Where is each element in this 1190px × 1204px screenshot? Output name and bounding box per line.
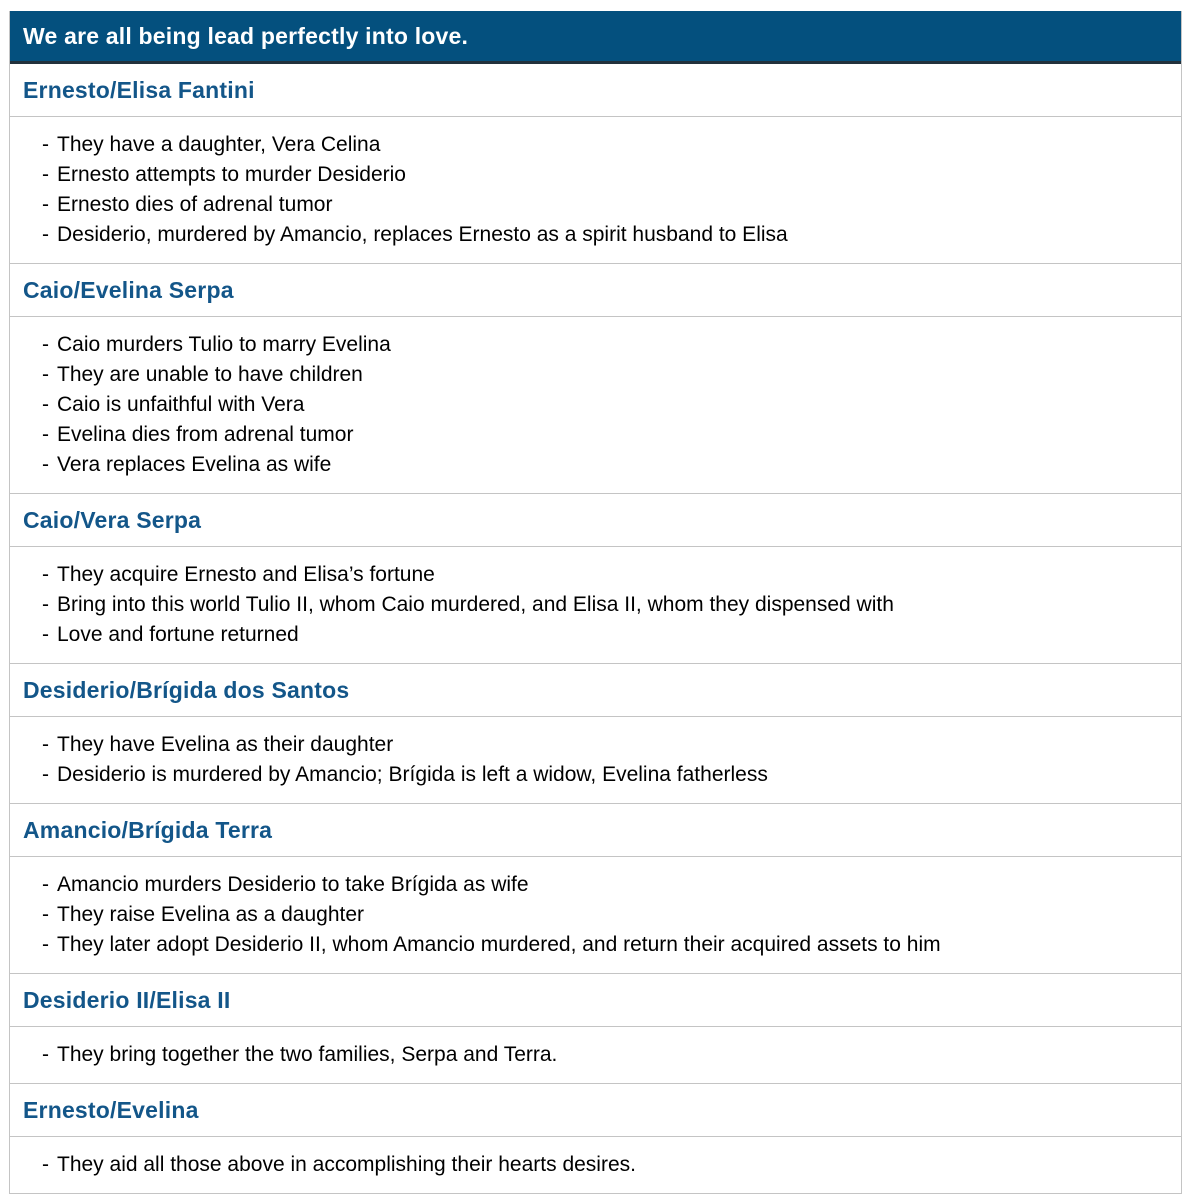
bullet-dash: - <box>42 133 49 156</box>
section-heading: Desiderio II/Elisa II <box>23 987 231 1013</box>
bullet-text: Desiderio is murdered by Amancio; Brígida is left a widow, Evelina fatherless <box>57 763 768 786</box>
bullet-text: Bring into this world Tulio II, whom Caio murdered, and Elisa II, whom they dispensed with <box>57 593 894 616</box>
section-heading: Amancio/Brígida Terra <box>23 817 273 843</box>
bullet-item <box>42 620 1167 650</box>
table-title: We are all being lead perfectly into love. <box>23 23 469 49</box>
bullet-dash: - <box>42 733 49 756</box>
bullet-item <box>42 1150 1167 1180</box>
table-section <box>10 803 1181 973</box>
bullet-dash: - <box>42 1153 49 1176</box>
bullet-dash: - <box>42 193 49 216</box>
bullet-dash: - <box>42 563 49 586</box>
bullet-item <box>42 1040 1167 1070</box>
bullet-dash: - <box>42 1043 49 1066</box>
section-heading: Caio/Evelina Serpa <box>23 277 234 303</box>
bullet-text: They have Evelina as their daughter <box>57 733 394 756</box>
bullet-dash: - <box>42 933 49 956</box>
bullet-item <box>42 130 1167 160</box>
section-heading-row <box>10 1084 1181 1136</box>
section-heading-row <box>10 804 1181 856</box>
bullet-dash: - <box>42 423 49 446</box>
bullet-item <box>42 160 1167 190</box>
bullet-item <box>42 220 1167 250</box>
section-heading-row <box>10 974 1181 1026</box>
bullet-item <box>42 730 1167 760</box>
notes-table <box>9 11 1182 1194</box>
bullet-text: They bring together the two families, Serpa and Terra. <box>57 1043 558 1066</box>
table-section <box>10 263 1181 493</box>
bullet-item <box>42 900 1167 930</box>
bullet-text: Amancio murders Desiderio to take Brígida as wife <box>57 873 529 896</box>
section-heading: Caio/Vera Serpa <box>23 507 202 533</box>
bullet-item <box>42 390 1167 420</box>
bullet-dash: - <box>42 903 49 926</box>
bullet-item <box>42 930 1167 960</box>
bullet-text: They later adopt Desiderio II, whom Amancio murdered, and return their acquired assets to him <box>57 933 941 956</box>
bullet-item <box>42 450 1167 480</box>
bullet-dash: - <box>42 163 49 186</box>
bullet-dash: - <box>42 453 49 476</box>
section-content-row <box>10 1026 1181 1083</box>
bullet-text: Ernesto attempts to murder Desiderio <box>57 163 406 186</box>
bullet-dash: - <box>42 623 49 646</box>
bullet-item <box>42 760 1167 790</box>
bullet-dash: - <box>42 393 49 416</box>
section-heading-row <box>10 64 1181 116</box>
section-content-row <box>10 1136 1181 1193</box>
bullet-text: They acquire Ernesto and Elisa’s fortune <box>57 563 435 586</box>
bullet-item <box>42 330 1167 360</box>
table-section <box>10 1083 1181 1193</box>
section-content-row <box>10 716 1181 803</box>
sections <box>10 64 1181 1193</box>
table-title-bar <box>10 11 1181 64</box>
section-content-row <box>10 116 1181 263</box>
bullet-text: They raise Evelina as a daughter <box>57 903 365 926</box>
bullet-dash: - <box>42 333 49 356</box>
bullet-text: Ernesto dies of adrenal tumor <box>57 193 333 216</box>
bullet-text: Evelina dies from adrenal tumor <box>57 423 354 446</box>
section-content-row <box>10 546 1181 663</box>
bullet-text: Caio is unfaithful with Vera <box>57 393 305 416</box>
section-content-row <box>10 856 1181 973</box>
bullet-text: Love and fortune returned <box>57 623 299 646</box>
bullet-dash: - <box>42 873 49 896</box>
table-section <box>10 493 1181 663</box>
bullet-text: They have a daughter, Vera Celina <box>57 133 381 156</box>
bullet-item <box>42 560 1167 590</box>
bullet-text: Vera replaces Evelina as wife <box>57 453 332 476</box>
bullet-dash: - <box>42 763 49 786</box>
bullet-item <box>42 360 1167 390</box>
bullet-dash: - <box>42 363 49 386</box>
bullet-text: Desiderio, murdered by Amancio, replaces Ernesto as a spirit husband to Elisa <box>57 223 788 246</box>
table-section <box>10 663 1181 803</box>
bullet-dash: - <box>42 223 49 246</box>
section-heading-row <box>10 264 1181 316</box>
section-content-row <box>10 316 1181 493</box>
section-heading: Ernesto/Elisa Fantini <box>23 77 255 103</box>
table-section <box>10 973 1181 1083</box>
bullet-text: Caio murders Tulio to marry Evelina <box>57 333 391 356</box>
section-heading: Ernesto/Evelina <box>23 1097 199 1123</box>
bullet-item <box>42 190 1167 220</box>
bullet-item <box>42 590 1167 620</box>
bullet-text: They are unable to have children <box>57 363 363 386</box>
table-section <box>10 64 1181 263</box>
section-heading-row <box>10 664 1181 716</box>
bullet-item <box>42 420 1167 450</box>
bullet-text: They aid all those above in accomplishing their hearts desires. <box>57 1153 636 1176</box>
section-heading: Desiderio/Brígida dos Santos <box>23 677 350 703</box>
section-heading-row <box>10 494 1181 546</box>
bullet-dash: - <box>42 593 49 616</box>
bullet-item <box>42 870 1167 900</box>
